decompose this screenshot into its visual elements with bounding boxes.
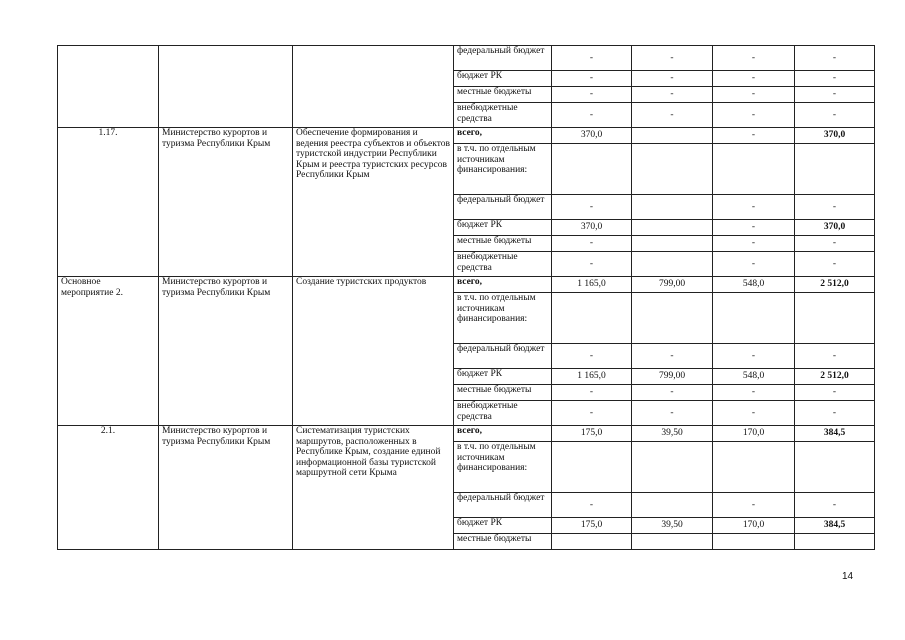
amount-cell: - — [552, 493, 632, 518]
amount-cell: 39,50 — [632, 426, 713, 442]
amount-cell: 370,0 — [552, 128, 632, 144]
amount-cell — [795, 293, 875, 344]
funding-source-cell: местные бюджеты — [454, 87, 552, 103]
amount-cell: - — [713, 493, 795, 518]
amount-cell: - — [795, 46, 875, 71]
amount-cell: - — [795, 87, 875, 103]
amount-cell — [795, 534, 875, 550]
amount-cell — [552, 293, 632, 344]
funding-source-cell: федеральный бюджет — [454, 493, 552, 518]
funding-source-cell: бюджет РК — [454, 518, 552, 534]
amount-cell: - — [713, 344, 795, 369]
amount-cell: - — [713, 252, 795, 277]
amount-cell — [552, 442, 632, 493]
amount-cell: 2 512,0 — [795, 277, 875, 293]
funding-source-cell: всего, — [454, 426, 552, 442]
amount-cell: - — [632, 46, 713, 71]
table-row-group-start — [58, 128, 875, 144]
executor-cell: Министерство курортов и туризма Республики Крым — [159, 426, 293, 550]
amount-cell: 170,0 — [713, 426, 795, 442]
amount-cell: 175,0 — [552, 518, 632, 534]
amount-cell: 370,0 — [552, 220, 632, 236]
amount-cell: 384,5 — [795, 426, 875, 442]
funding-source-cell: всего, — [454, 128, 552, 144]
amount-cell — [713, 534, 795, 550]
amount-cell: - — [632, 385, 713, 401]
amount-cell: - — [713, 46, 795, 71]
executor-cell: Министерство курортов и туризма Республики Крым — [159, 128, 293, 277]
amount-cell: - — [632, 344, 713, 369]
amount-cell: - — [795, 195, 875, 220]
amount-cell — [713, 144, 795, 195]
amount-cell: 384,5 — [795, 518, 875, 534]
funding-source-cell: местные бюджеты — [454, 534, 552, 550]
amount-cell: - — [713, 236, 795, 252]
funding-source-cell: бюджет РК — [454, 369, 552, 385]
amount-cell: - — [552, 252, 632, 277]
amount-cell: - — [795, 236, 875, 252]
amount-cell: - — [713, 195, 795, 220]
table-row-group-start — [58, 426, 875, 442]
funding-source-cell: внебюджетные средства — [454, 252, 552, 277]
activity-cell: Систематизация туристских маршрутов, расположенных в Республике Крым, создание единой информационной базы туристской маршрутной сети Крыма — [293, 426, 454, 550]
amount-cell: 799,00 — [632, 369, 713, 385]
amount-cell: - — [713, 220, 795, 236]
amount-cell: 2 512,0 — [795, 369, 875, 385]
amount-cell: - — [795, 252, 875, 277]
amount-cell: 170,0 — [713, 518, 795, 534]
funding-source-cell: всего, — [454, 277, 552, 293]
amount-cell: - — [552, 87, 632, 103]
amount-cell: - — [795, 344, 875, 369]
funding-source-cell: федеральный бюджет — [454, 46, 552, 71]
amount-cell: - — [713, 128, 795, 144]
amount-cell — [632, 534, 713, 550]
amount-cell: - — [713, 103, 795, 128]
amount-cell — [632, 252, 713, 277]
executor-cell — [159, 46, 293, 128]
amount-cell — [632, 195, 713, 220]
funding-source-cell: бюджет РК — [454, 71, 552, 87]
funding-source-cell: в т.ч. по отдельным источникам финансирования: — [454, 293, 552, 344]
amount-cell: 370,0 — [795, 128, 875, 144]
amount-cell: - — [795, 103, 875, 128]
amount-cell — [632, 220, 713, 236]
item-code-cell: 2.1. — [58, 426, 159, 550]
page-number: 14 — [842, 571, 854, 582]
amount-cell: 39,50 — [632, 518, 713, 534]
funding-source-cell: федеральный бюджет — [454, 344, 552, 369]
amount-cell: - — [552, 195, 632, 220]
amount-cell: - — [795, 401, 875, 426]
amount-cell — [713, 293, 795, 344]
funding-source-cell: местные бюджеты — [454, 385, 552, 401]
activity-cell — [293, 46, 454, 128]
funding-source-cell: внебюджетные средства — [454, 103, 552, 128]
amount-cell: 548,0 — [713, 277, 795, 293]
amount-cell — [632, 144, 713, 195]
amount-cell — [632, 293, 713, 344]
funding-source-cell: бюджет РК — [454, 220, 552, 236]
amount-cell — [552, 144, 632, 195]
amount-cell: - — [632, 401, 713, 426]
amount-cell — [632, 442, 713, 493]
item-code-cell: Основное мероприятие 2. — [58, 277, 159, 426]
amount-cell: - — [552, 103, 632, 128]
item-code-cell — [58, 46, 159, 128]
amount-cell: 370,0 — [795, 220, 875, 236]
amount-cell — [795, 442, 875, 493]
amount-cell: - — [552, 46, 632, 71]
table-row-group-start — [58, 46, 875, 71]
amount-cell — [632, 493, 713, 518]
funding-source-cell: местные бюджеты — [454, 236, 552, 252]
amount-cell — [632, 128, 713, 144]
funding-source-cell: федеральный бюджет — [454, 195, 552, 220]
funding-source-cell: в т.ч. по отдельным источникам финансирования: — [454, 442, 552, 493]
amount-cell — [632, 236, 713, 252]
amount-cell — [713, 442, 795, 493]
amount-cell — [552, 534, 632, 550]
amount-cell: - — [713, 385, 795, 401]
amount-cell: 1 165,0 — [552, 369, 632, 385]
executor-cell: Министерство курортов и туризма Республики Крым — [159, 277, 293, 426]
amount-cell: - — [552, 71, 632, 87]
amount-cell: 799,00 — [632, 277, 713, 293]
amount-cell: - — [632, 71, 713, 87]
activity-cell: Создание туристских продуктов — [293, 277, 454, 426]
amount-cell: - — [552, 401, 632, 426]
amount-cell: - — [552, 236, 632, 252]
table-row-group-start — [58, 277, 875, 293]
amount-cell: - — [795, 493, 875, 518]
amount-cell: - — [713, 401, 795, 426]
amount-cell — [795, 144, 875, 195]
amount-cell: - — [795, 385, 875, 401]
amount-cell: - — [632, 87, 713, 103]
amount-cell: 175,0 — [552, 426, 632, 442]
amount-cell: - — [795, 71, 875, 87]
activity-cell: Обеспечение формирования и ведения реестра субъектов и объектов туристской индустрии Республики Крым и реестра туристских ресурсов Республики Крым — [293, 128, 454, 277]
amount-cell: - — [552, 385, 632, 401]
funding-source-cell: внебюджетные средства — [454, 401, 552, 426]
item-code-cell: 1.17. — [58, 128, 159, 277]
amount-cell: 1 165,0 — [552, 277, 632, 293]
amount-cell: - — [632, 103, 713, 128]
amount-cell: 548,0 — [713, 369, 795, 385]
funding-source-cell: в т.ч. по отдельным источникам финансирования: — [454, 144, 552, 195]
amount-cell: - — [552, 344, 632, 369]
amount-cell: - — [713, 87, 795, 103]
financing-table — [57, 45, 875, 550]
amount-cell: - — [713, 71, 795, 87]
